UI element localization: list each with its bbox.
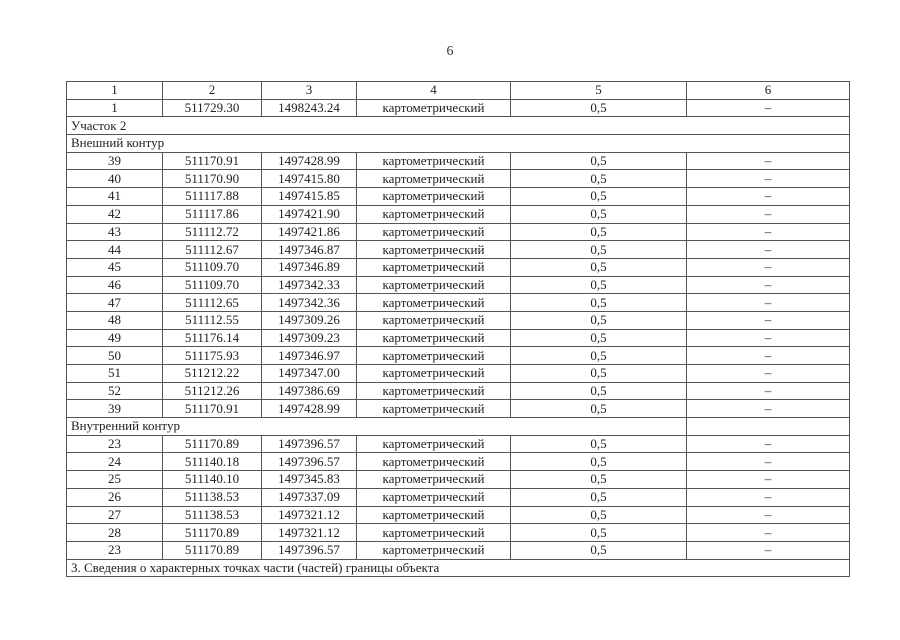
method: картометрический xyxy=(357,541,511,559)
coord-x: 511138.53 xyxy=(163,488,262,506)
accuracy: 0,5 xyxy=(511,471,687,489)
table-row xyxy=(67,170,850,188)
note: – xyxy=(687,382,850,400)
note: – xyxy=(687,152,850,170)
point-number: 27 xyxy=(67,506,163,524)
point-number: 42 xyxy=(67,205,163,223)
table-row xyxy=(67,382,850,400)
coordinates-table xyxy=(66,81,850,577)
coord-x: 511140.18 xyxy=(163,453,262,471)
method: картометрический xyxy=(357,435,511,453)
method: картометрический xyxy=(357,382,511,400)
table-row xyxy=(67,506,850,524)
accuracy: 0,5 xyxy=(511,311,687,329)
point-number: 41 xyxy=(67,188,163,206)
coord-x: 511112.72 xyxy=(163,223,262,241)
coord-y: 1497346.87 xyxy=(262,241,357,259)
note: – xyxy=(687,541,850,559)
table-row xyxy=(67,435,850,453)
table-row xyxy=(67,258,850,276)
note: – xyxy=(687,365,850,383)
coord-x: 511109.70 xyxy=(163,258,262,276)
coord-y: 1497346.89 xyxy=(262,258,357,276)
coord-x: 511117.88 xyxy=(163,188,262,206)
method: картометрический xyxy=(357,276,511,294)
method: картометрический xyxy=(357,329,511,347)
point-number: 40 xyxy=(67,170,163,188)
point-number: 39 xyxy=(67,152,163,170)
method: картометрический xyxy=(357,205,511,223)
coord-x: 511170.91 xyxy=(163,152,262,170)
coord-x: 511170.89 xyxy=(163,541,262,559)
accuracy: 0,5 xyxy=(511,329,687,347)
table-row xyxy=(67,524,850,542)
note: – xyxy=(687,241,850,259)
coord-x: 511175.93 xyxy=(163,347,262,365)
coord-x: 511212.22 xyxy=(163,365,262,383)
coord-y: 1498243.24 xyxy=(262,99,357,117)
accuracy: 0,5 xyxy=(511,435,687,453)
note: – xyxy=(687,276,850,294)
table-row xyxy=(67,488,850,506)
header-cell-2: 2 xyxy=(163,82,262,100)
accuracy: 0,5 xyxy=(511,365,687,383)
table-row xyxy=(67,188,850,206)
accuracy: 0,5 xyxy=(511,453,687,471)
section-row xyxy=(67,117,850,135)
coord-y: 1497309.26 xyxy=(262,311,357,329)
empty-cell xyxy=(687,418,850,436)
footer-row xyxy=(67,559,850,577)
method: картометрический xyxy=(357,400,511,418)
point-number: 44 xyxy=(67,241,163,259)
accuracy: 0,5 xyxy=(511,400,687,418)
method: картометрический xyxy=(357,188,511,206)
coord-x: 511170.89 xyxy=(163,435,262,453)
table-row xyxy=(67,241,850,259)
table-row xyxy=(67,347,850,365)
note: – xyxy=(687,188,850,206)
coord-x: 511112.55 xyxy=(163,311,262,329)
point-number: 1 xyxy=(67,99,163,117)
coord-y: 1497428.99 xyxy=(262,400,357,418)
accuracy: 0,5 xyxy=(511,170,687,188)
note: – xyxy=(687,453,850,471)
method: картометрический xyxy=(357,311,511,329)
coord-y: 1497346.97 xyxy=(262,347,357,365)
coord-x: 511170.90 xyxy=(163,170,262,188)
accuracy: 0,5 xyxy=(511,258,687,276)
coord-y: 1497345.83 xyxy=(262,471,357,489)
method: картометрический xyxy=(357,258,511,276)
accuracy: 0,5 xyxy=(511,99,687,117)
note: – xyxy=(687,258,850,276)
method: картометрический xyxy=(357,471,511,489)
note: – xyxy=(687,294,850,312)
note: – xyxy=(687,329,850,347)
accuracy: 0,5 xyxy=(511,541,687,559)
header-cell-6: 6 xyxy=(687,82,850,100)
table-row xyxy=(67,152,850,170)
accuracy: 0,5 xyxy=(511,205,687,223)
coord-x: 511176.14 xyxy=(163,329,262,347)
outer-contour-label: Внешний контур xyxy=(67,135,850,153)
point-number: 45 xyxy=(67,258,163,276)
note: – xyxy=(687,99,850,117)
page-number: 6 xyxy=(446,44,454,59)
coord-y: 1497415.80 xyxy=(262,170,357,188)
method: картометрический xyxy=(357,99,511,117)
note: – xyxy=(687,506,850,524)
coord-y: 1497309.23 xyxy=(262,329,357,347)
method: картометрический xyxy=(357,506,511,524)
coord-y: 1497386.69 xyxy=(262,382,357,400)
method: картометрический xyxy=(357,453,511,471)
coord-y: 1497396.57 xyxy=(262,453,357,471)
coord-x: 511140.10 xyxy=(163,471,262,489)
accuracy: 0,5 xyxy=(511,347,687,365)
point-number: 43 xyxy=(67,223,163,241)
point-number: 25 xyxy=(67,471,163,489)
method: картометрический xyxy=(357,152,511,170)
coord-x: 511109.70 xyxy=(163,276,262,294)
outer-contour-row xyxy=(67,135,850,153)
table-row xyxy=(67,541,850,559)
inner-contour-label: Внутренний контур xyxy=(67,418,687,436)
point-number: 47 xyxy=(67,294,163,312)
method: картометрический xyxy=(357,488,511,506)
coord-y: 1497428.99 xyxy=(262,152,357,170)
coord-y: 1497342.33 xyxy=(262,276,357,294)
note: – xyxy=(687,400,850,418)
note: – xyxy=(687,488,850,506)
table-row xyxy=(67,471,850,489)
accuracy: 0,5 xyxy=(511,524,687,542)
coord-x: 511170.91 xyxy=(163,400,262,418)
coord-y: 1497321.12 xyxy=(262,524,357,542)
accuracy: 0,5 xyxy=(511,276,687,294)
accuracy: 0,5 xyxy=(511,223,687,241)
point-number: 46 xyxy=(67,276,163,294)
table-row xyxy=(67,223,850,241)
table-row xyxy=(67,205,850,223)
table-row xyxy=(67,453,850,471)
coord-x: 511138.53 xyxy=(163,506,262,524)
header-row xyxy=(67,82,850,100)
inner-contour-row xyxy=(67,418,850,436)
point-number: 50 xyxy=(67,347,163,365)
point-number: 28 xyxy=(67,524,163,542)
method: картометрический xyxy=(357,524,511,542)
coord-x: 511729.30 xyxy=(163,99,262,117)
coord-y: 1497415.85 xyxy=(262,188,357,206)
coord-y: 1497396.57 xyxy=(262,541,357,559)
note: – xyxy=(687,223,850,241)
method: картометрический xyxy=(357,170,511,188)
coord-y: 1497421.86 xyxy=(262,223,357,241)
table-row xyxy=(67,311,850,329)
note: – xyxy=(687,170,850,188)
coord-x: 511112.67 xyxy=(163,241,262,259)
accuracy: 0,5 xyxy=(511,152,687,170)
accuracy: 0,5 xyxy=(511,188,687,206)
coord-y: 1497421.90 xyxy=(262,205,357,223)
table-row xyxy=(67,294,850,312)
method: картометрический xyxy=(357,223,511,241)
point-number: 24 xyxy=(67,453,163,471)
point-number: 48 xyxy=(67,311,163,329)
note: – xyxy=(687,347,850,365)
coord-x: 511170.89 xyxy=(163,524,262,542)
accuracy: 0,5 xyxy=(511,506,687,524)
coord-x: 511112.65 xyxy=(163,294,262,312)
table-row xyxy=(67,99,850,117)
section-title: Участок 2 xyxy=(67,117,850,135)
coord-y: 1497321.12 xyxy=(262,506,357,524)
point-number: 23 xyxy=(67,541,163,559)
table-row xyxy=(67,329,850,347)
note: – xyxy=(687,435,850,453)
table-row xyxy=(67,400,850,418)
table-row xyxy=(67,365,850,383)
note: – xyxy=(687,311,850,329)
point-number: 26 xyxy=(67,488,163,506)
note: – xyxy=(687,524,850,542)
method: картометрический xyxy=(357,241,511,259)
method: картометрический xyxy=(357,347,511,365)
method: картометрический xyxy=(357,294,511,312)
coord-x: 511212.26 xyxy=(163,382,262,400)
accuracy: 0,5 xyxy=(511,488,687,506)
note: – xyxy=(687,205,850,223)
header-cell-4: 4 xyxy=(357,82,511,100)
point-number: 49 xyxy=(67,329,163,347)
point-number: 51 xyxy=(67,365,163,383)
accuracy: 0,5 xyxy=(511,241,687,259)
note: – xyxy=(687,471,850,489)
header-cell-5: 5 xyxy=(511,82,687,100)
point-number: 23 xyxy=(67,435,163,453)
coord-y: 1497337.09 xyxy=(262,488,357,506)
coord-y: 1497342.36 xyxy=(262,294,357,312)
header-cell-1: 1 xyxy=(67,82,163,100)
accuracy: 0,5 xyxy=(511,294,687,312)
accuracy: 0,5 xyxy=(511,382,687,400)
coordinates-table-body xyxy=(67,82,850,577)
coord-x: 511117.86 xyxy=(163,205,262,223)
point-number: 39 xyxy=(67,400,163,418)
coord-y: 1497347.00 xyxy=(262,365,357,383)
header-cell-3: 3 xyxy=(262,82,357,100)
method: картометрический xyxy=(357,365,511,383)
footer-note: 3. Сведения о характерных точках части (частей) границы объекта xyxy=(67,559,850,577)
table-row xyxy=(67,276,850,294)
point-number: 52 xyxy=(67,382,163,400)
coord-y: 1497396.57 xyxy=(262,435,357,453)
